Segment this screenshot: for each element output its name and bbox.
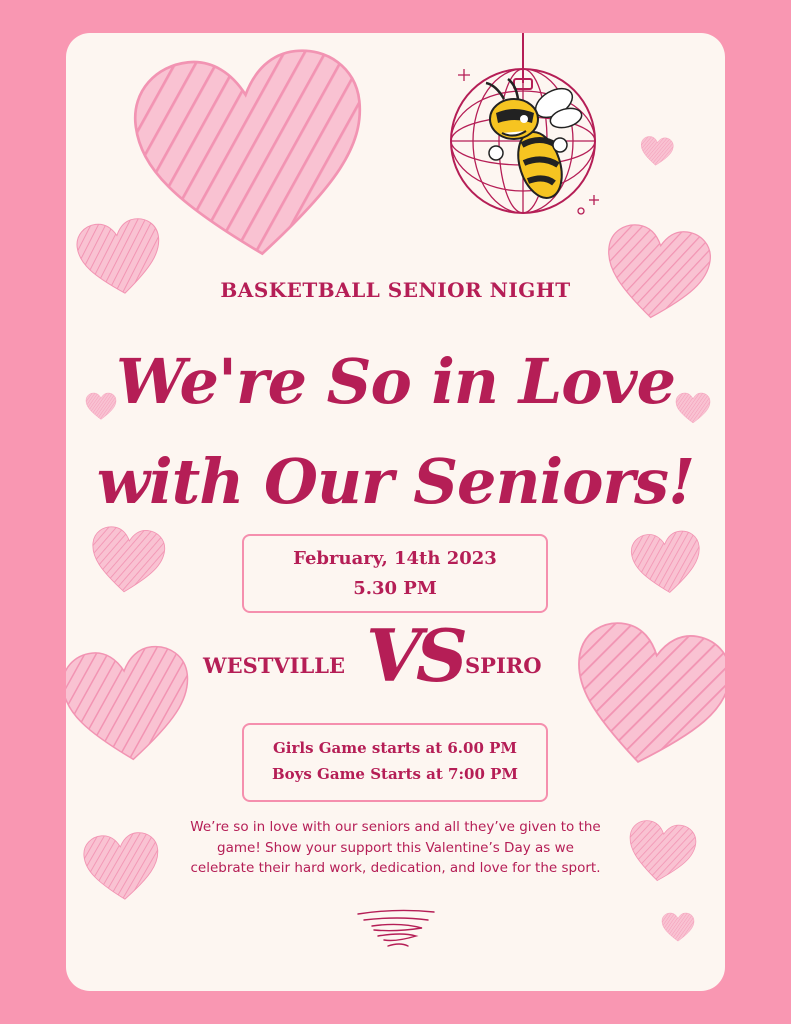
headline-line-2: with Our Seniors! xyxy=(96,445,695,518)
date-time-box xyxy=(242,534,548,613)
event-time: 5.30 PM xyxy=(353,578,437,599)
event-message: We’re so in love with our seniors and all they’ve given to the game! Show your support this Valentine’s Day as we celebrate their hard work, dedication, and love for the sport. xyxy=(190,819,601,876)
scribble-heart-icon xyxy=(662,913,694,941)
scribble-heart-icon xyxy=(130,45,374,265)
event-subtitle: BASKETBALL SENIOR NIGHT xyxy=(220,278,571,302)
boys-game-time: Boys Game Starts at 7:00 PM xyxy=(271,765,519,783)
scribble-heart-icon xyxy=(82,831,161,902)
scribble-heart-icon xyxy=(563,617,725,775)
girls-game-time: Girls Game starts at 6.00 PM xyxy=(272,739,518,757)
home-team: WESTVILLE xyxy=(203,653,346,678)
scribble-heart-icon xyxy=(88,525,166,596)
game-times-box xyxy=(242,723,548,802)
scribble-heart-icon xyxy=(600,221,713,324)
scribble-heart-icon xyxy=(640,136,674,167)
headline-line-1: We're So in Love xyxy=(115,345,676,418)
scribble-icon xyxy=(356,906,436,952)
disco-ball-mascot-icon xyxy=(444,33,614,223)
versus-label: VS xyxy=(366,613,462,698)
away-team: SPIRO xyxy=(465,653,542,678)
scribble-heart-icon xyxy=(66,643,195,765)
scribble-heart-icon xyxy=(625,818,698,885)
flyer-card xyxy=(66,33,725,991)
event-date: February, 14th 2023 xyxy=(293,548,497,569)
scribble-heart-icon xyxy=(630,529,704,596)
